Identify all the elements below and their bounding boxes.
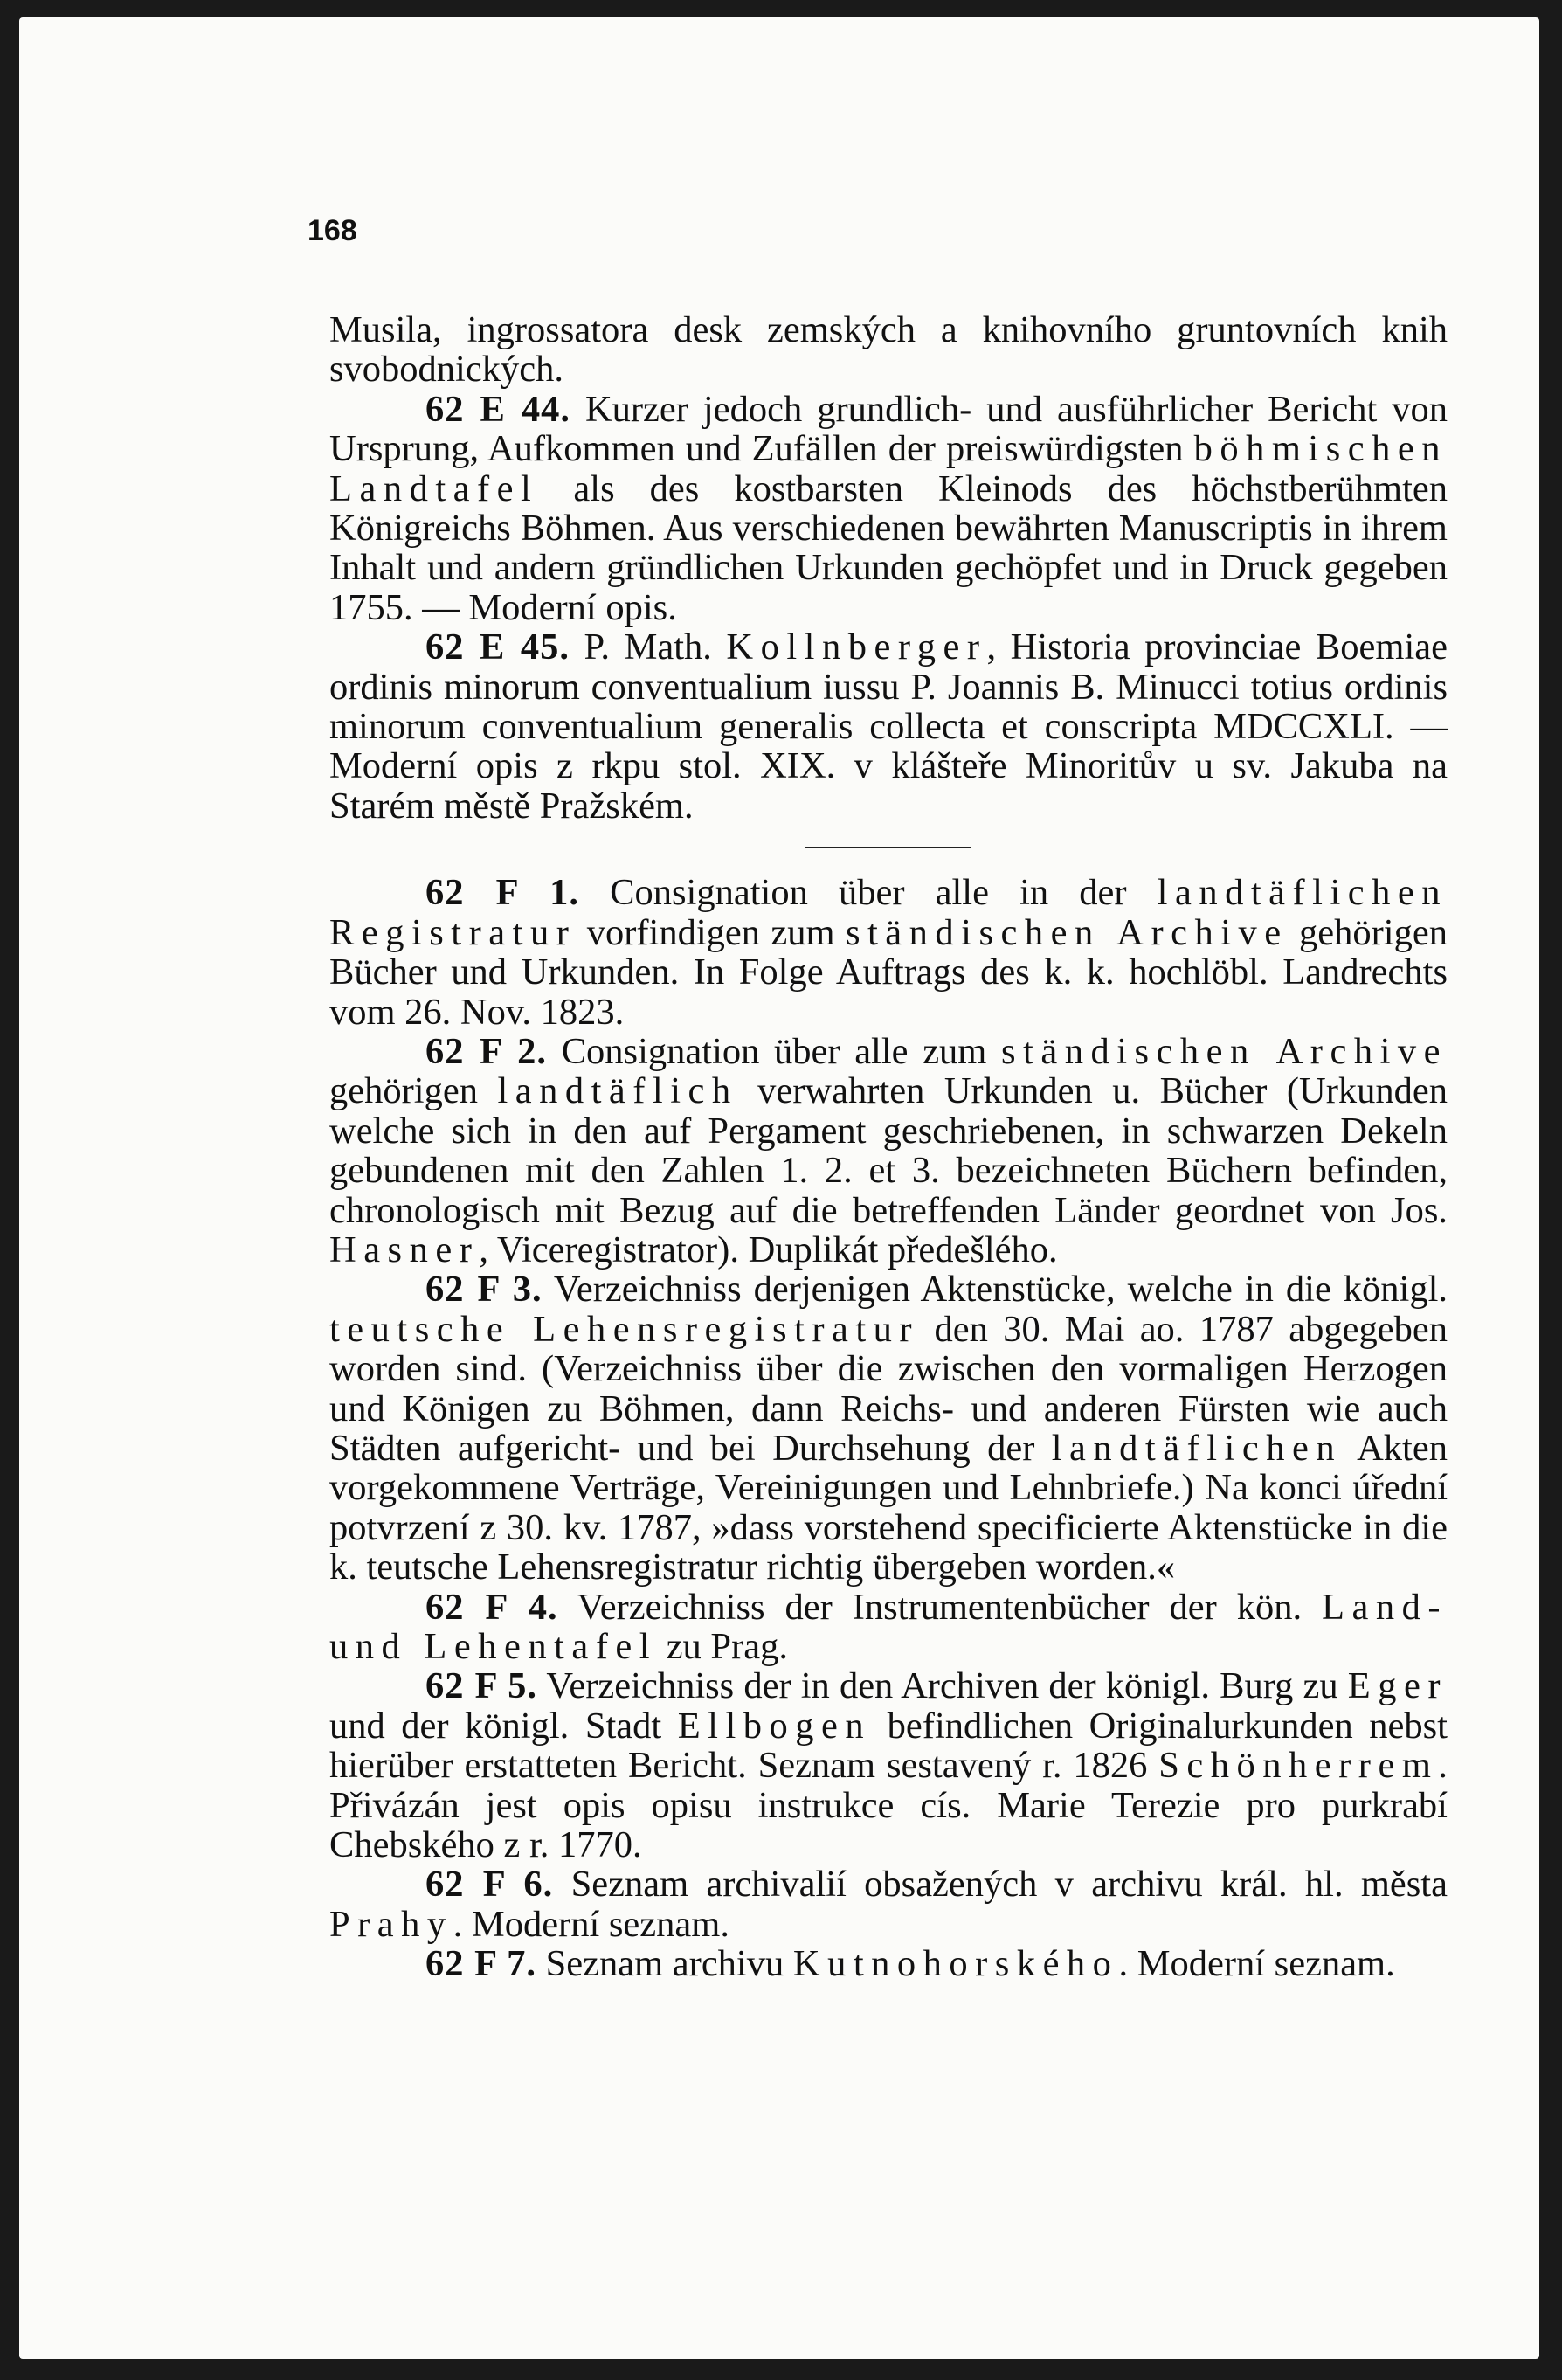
page-number: 168	[308, 214, 357, 247]
entry-text: , Historia provinciae Boemiae ordinis minorum conventualium iussu P. Joannis B. Minucci totius ordinis minorum conventualium generalis collecta et conscripta MDCCXLI. — Moderní opis z rkpu stol. XIX. v klášteře Minoritův u sv. Jakuba na Starém městě Pražském.	[329, 626, 1448, 827]
entry-text: vorfindigen zum	[576, 911, 846, 953]
shelf-mark: 62 F 4.	[425, 1586, 558, 1628]
entry-text: Kurzer jedoch grundlich- und ausführlicher Bericht von Ursprung, Aufkommen und Zufällen der preiswürdigsten	[329, 388, 1448, 470]
catalog-entry-62-f-4	[329, 1588, 1448, 1667]
entry-text: . Moderní seznam.	[1118, 1943, 1395, 1985]
spaced-term: Hasner	[329, 1228, 480, 1270]
spaced-term: landtäflichen Registratur	[329, 872, 1448, 953]
shelf-mark: 62 F 5.	[425, 1665, 538, 1707]
catalog-entry-62-f-5	[329, 1666, 1448, 1865]
page-text	[329, 310, 1448, 1984]
spaced-term: ständischen Archive	[1001, 1030, 1448, 1072]
entry-text: zu Prag.	[657, 1626, 788, 1667]
entry-text: befindlichen Originalurkunden nebst hierüber erstatteten Bericht. Seznam sestavený r. 1826	[329, 1705, 1448, 1787]
catalog-entry-62-f-2	[329, 1032, 1448, 1270]
entry-text: verwahrten Urkunden u. Bücher (Urkunden welche sich in den auf Pergament geschriebenen, in schwarzen Dekeln gebundenen mit den Zahlen 1. 2. et 3. bezeichneten Büchern befinden, chronologisch mit Bezug auf die betreffenden Länder geordnet von Jos.	[329, 1070, 1448, 1231]
shelf-mark: 62 F 7.	[425, 1943, 537, 1985]
entry-text: Verzeichniss derjenigen Aktenstücke, welche in die königl.	[542, 1269, 1448, 1311]
catalog-entry-62-e-44	[329, 390, 1448, 627]
spaced-term: landtäflich	[497, 1070, 738, 1112]
shelf-mark: 62 F 6.	[425, 1864, 554, 1906]
shelf-mark: 62 E 44.	[425, 388, 570, 430]
entry-text: , Viceregistrator). Duplikát předešlého.	[479, 1228, 1058, 1270]
shelf-mark: 62 F 3.	[425, 1269, 543, 1311]
entry-text: . Moderní seznam.	[453, 1903, 729, 1945]
entry-text: Seznam archivalií obsažených v archivu král. hl. města	[553, 1864, 1448, 1906]
spaced-term: Ellbogen	[677, 1705, 872, 1747]
entry-text: Verzeichniss der in den Archiven der königl. Burg zu	[537, 1665, 1348, 1707]
spaced-term: Prahy	[329, 1903, 453, 1945]
book-page	[19, 17, 1539, 2359]
catalog-entry-62-f-7	[329, 1944, 1448, 1983]
entry-text: P. Math.	[570, 626, 727, 668]
spaced-term: böhmischen Landtafel	[329, 428, 1448, 509]
entry-text: und der königl. Stadt	[329, 1705, 678, 1747]
entry-text: Seznam archivu	[536, 1943, 793, 1985]
catalog-entry-62-f-6	[329, 1865, 1448, 1944]
shelf-mark: 62 F 1.	[425, 872, 580, 914]
spaced-term: Kutnohorského	[792, 1943, 1119, 1985]
catalog-entry-62-f-3	[329, 1270, 1448, 1587]
spaced-term: Eger	[1347, 1665, 1448, 1707]
entry-text: Akten vorgekommene Verträge, Vereinigungen und Lehnbriefe.) Na konci úřední potvrzení z 30. kv. 1787, »dass vorstehend specificierte Aktenstücke in die k. teutsche Lehensregistratur richtig übergeben worden.«	[329, 1427, 1448, 1588]
entry-text: gehörigen Bücher und Urkunden. In Folge Auftrags des k. k. hochlöbl. Landrechts vom 26. Nov. 1823.	[329, 911, 1448, 1033]
section-divider	[805, 847, 971, 848]
spaced-term: teutsche Lehensregistratur	[329, 1308, 920, 1350]
entry-text: Verzeichniss der Instrumentenbücher der kön.	[557, 1586, 1323, 1628]
spaced-term: Kollnberger	[726, 626, 987, 668]
spaced-term: landtäflichen	[1051, 1427, 1343, 1469]
continuation-paragraph: Musila, ingrossatora desk zemských a knihovního gruntovních knih svobodnických.	[329, 309, 1448, 391]
spaced-term: Schönherrem	[1158, 1745, 1439, 1787]
shelf-mark: 62 E 45.	[425, 626, 570, 668]
spaced-term: Land- und Lehentafel	[329, 1586, 1448, 1667]
entry-text: als des kostbarsten Kleinods des höchstberühmten Königreichs Böhmen. Aus verschiedenen bewährten Manuscriptis in ihrem Inhalt und andern gründlichen Urkunden gechöpfet und in Druck gegeben 1755. — Moderní opis.	[329, 467, 1448, 628]
catalog-entry-62-f-1	[329, 873, 1448, 1032]
entry-text: den 30. Mai ao. 1787 abgegeben worden sind. (Verzeichniss über die zwischen den vormaligen Herzogen und Königen zu Böhmen, dann Reichs- und anderen Fürsten wie auch Städten aufgericht- und bei Durchsehung der	[329, 1308, 1448, 1469]
entry-text: Consignation über alle zum	[547, 1030, 1002, 1072]
shelf-mark: 62 F 2.	[425, 1030, 548, 1072]
entry-text: . Přivázán jest opis opisu instrukce cís. Marie Terezie pro purkrabí Chebského z r. 1770.	[329, 1745, 1448, 1866]
spaced-term: ständischen Archive	[845, 911, 1289, 953]
catalog-entry-62-e-45	[329, 627, 1448, 826]
entry-text: Consignation über alle in der	[579, 872, 1158, 914]
entry-text: gehörigen	[329, 1070, 498, 1112]
